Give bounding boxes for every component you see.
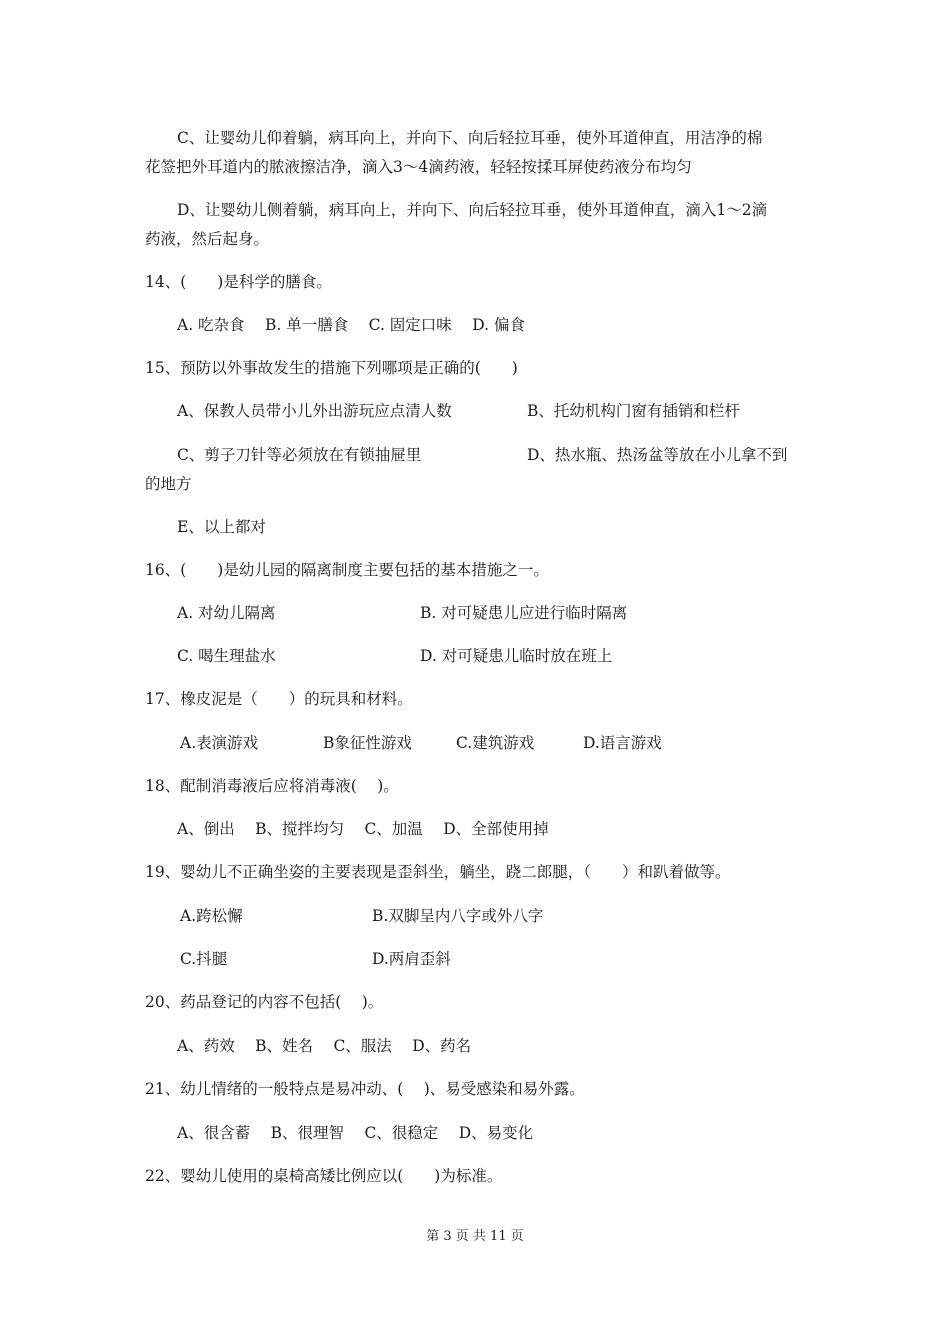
page-number-footer: 第 3 页 共 11 页 bbox=[426, 1229, 524, 1244]
question-17: 17、橡皮泥是（ ）的玩具和材料。 bbox=[145, 690, 413, 708]
question-18-options: A、倒出 B、搅拌均匀 C、加温 D、全部使用掉 bbox=[177, 820, 549, 838]
question-17-option-d: D.语言游戏 bbox=[583, 734, 662, 752]
q13-option-d-line1: D、让婴幼儿侧着躺，病耳向上，并向下、向后轻拉耳垂，使外耳道伸直，滴入1～2滴 bbox=[177, 201, 768, 219]
question-19-option-c: C.抖腿 bbox=[180, 950, 228, 968]
question-21-options: A、很含蓄 B、很理智 C、很稳定 D、易变化 bbox=[177, 1124, 534, 1142]
question-19-option-a: A.跨松懈 bbox=[180, 907, 243, 925]
question-15-option-d-line1: D、热水瓶、热汤盆等放在小儿拿不到 bbox=[527, 446, 788, 464]
question-16-option-d: D. 对可疑患儿临时放在班上 bbox=[420, 647, 613, 665]
q13-option-d-line2: 药液，然后起身。 bbox=[145, 230, 270, 248]
q13-option-c-line2: 花签把外耳道内的脓液擦洁净，滴入3～4滴药液，轻轻按揉耳屏使药液分布均匀 bbox=[145, 158, 692, 176]
question-19: 19、婴幼儿不正确坐姿的主要表现是歪斜坐，躺坐，跷二郎腿，（ ）和趴着做等。 bbox=[145, 863, 731, 881]
question-16-option-b: B. 对可疑患儿应进行临时隔离 bbox=[420, 604, 628, 622]
question-19-option-b: B.双脚呈内八字或外八字 bbox=[372, 907, 544, 925]
question-20-options: A、药效 B、姓名 C、服法 D、药名 bbox=[177, 1037, 472, 1055]
question-19-option-d: D.两肩歪斜 bbox=[372, 950, 451, 968]
question-16: 16、( )是幼儿园的隔离制度主要包括的基本措施之一。 bbox=[145, 561, 549, 579]
question-17-option-c: C.建筑游戏 bbox=[456, 734, 535, 752]
question-15-option-c: C、剪子刀针等必须放在有锁抽屉里 bbox=[177, 446, 422, 464]
question-18: 18、配制消毒液后应将消毒液( )。 bbox=[145, 777, 399, 795]
question-14: 14、( )是科学的膳食。 bbox=[145, 273, 332, 291]
question-16-option-a: A. 对幼儿隔离 bbox=[177, 604, 276, 622]
question-15-option-a: A、保教人员带小儿外出游玩应点清人数 bbox=[177, 402, 452, 420]
question-17-option-a: A.表演游戏 bbox=[180, 734, 259, 752]
q13-option-c-line1: C、让婴幼儿仰着躺，病耳向上，并向下、向后轻拉耳垂，使外耳道伸直，用洁净的棉 bbox=[177, 129, 763, 147]
question-14-options: A. 吃杂食 B. 单一膳食 C. 固定口味 D. 偏食 bbox=[177, 316, 525, 334]
question-20: 20、药品登记的内容不包括( )。 bbox=[145, 993, 384, 1011]
question-17-option-b: B象征性游戏 bbox=[323, 734, 412, 752]
question-15-option-d-line2: 的地方 bbox=[145, 475, 192, 493]
question-15-option-e: E、以上都对 bbox=[177, 518, 266, 536]
question-15: 15、预防以外事故发生的措施下列哪项是正确的( ) bbox=[145, 359, 518, 377]
question-15-option-b: B、托幼机构门窗有插销和栏杆 bbox=[527, 402, 740, 420]
question-16-option-c: C. 喝生理盐水 bbox=[177, 647, 276, 665]
question-22: 22、婴幼儿使用的桌椅高矮比例应以( )为标准。 bbox=[145, 1167, 503, 1185]
question-21: 21、幼儿情绪的一般特点是易冲动、( )、易受感染和易外露。 bbox=[145, 1080, 585, 1098]
